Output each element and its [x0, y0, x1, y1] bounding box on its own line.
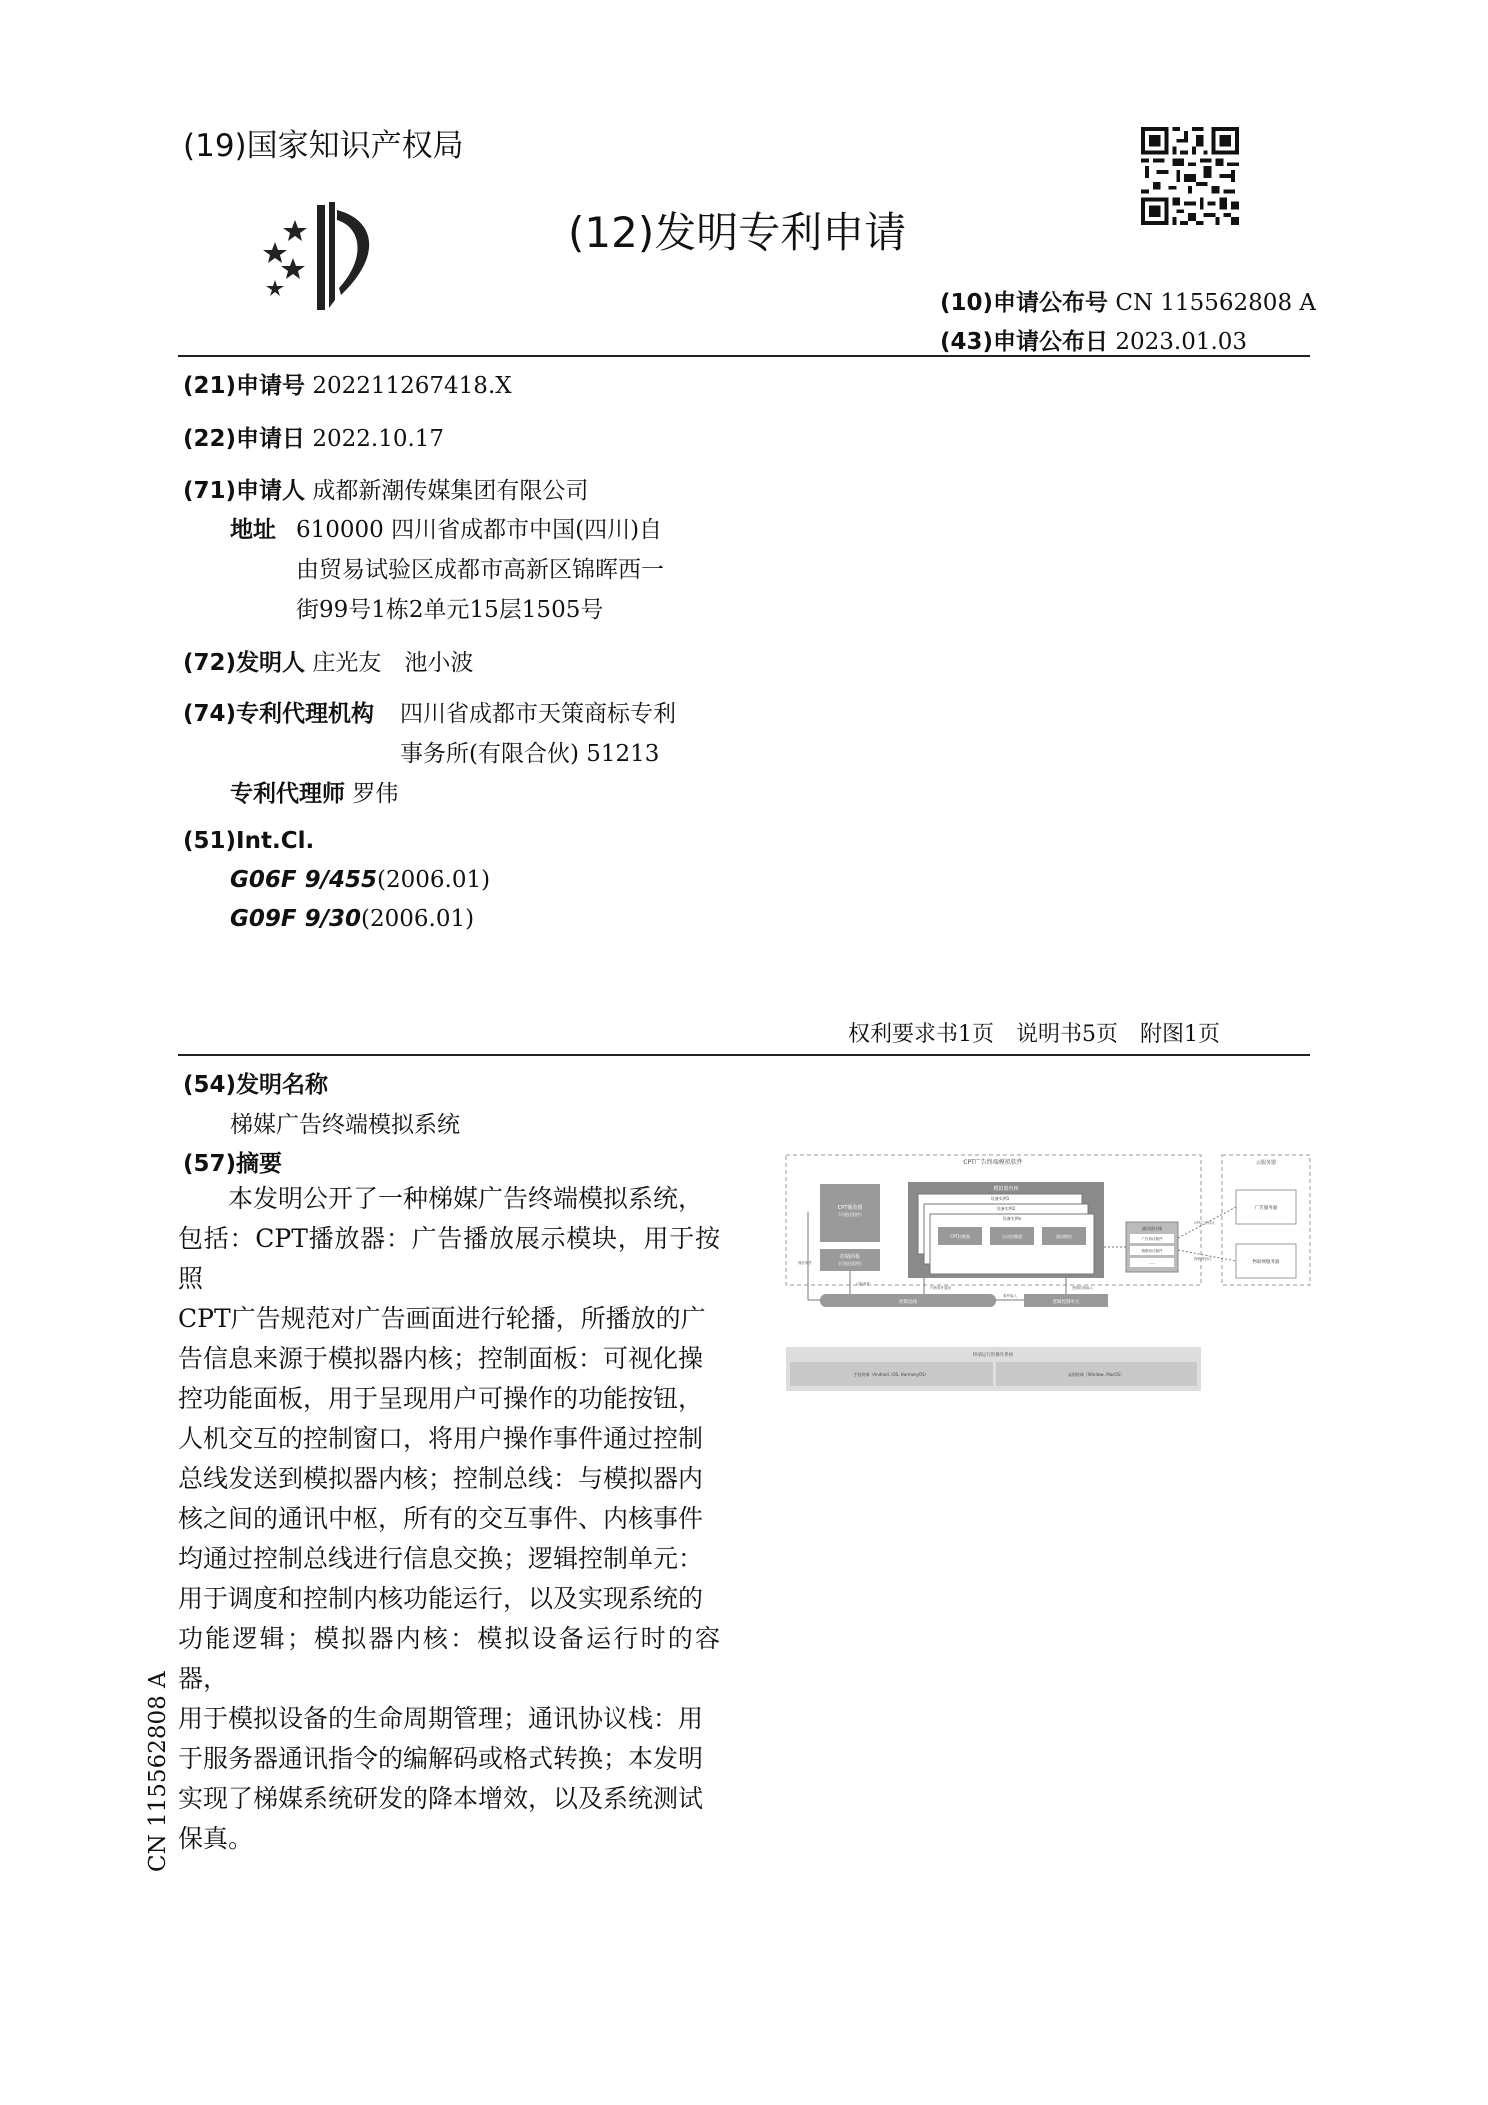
publication-number	[940, 284, 1316, 317]
agency-line-1: 四川省成都市天策商标专利	[400, 701, 676, 727]
address-line-1: 610000 四川省成都市中国(四川)自	[296, 517, 663, 543]
application-date-label: (22)申请日	[183, 426, 306, 452]
application-number-value: 202211267418.X	[312, 373, 512, 399]
address-line-2: 由贸易试验区成都市高新区锦晖西一	[296, 557, 664, 583]
agency-line-2: 事务所(有限合伙) 51213	[400, 741, 660, 767]
control-event-label: 操控事件	[798, 1261, 812, 1265]
abstract-line: 核之间的通讯中枢，所有的交互事件、内核事件	[178, 1504, 704, 1533]
agent-label: 专利代理师	[230, 781, 345, 807]
cnipa-logo	[245, 200, 395, 315]
abstract-line: 告信息来源于模拟器内核；控制面板：可视化操	[178, 1344, 704, 1373]
protocol-stack-label: 通讯协议栈	[1142, 1226, 1162, 1231]
abstract-line: 控功能面板，用于呈现用户可操作的功能按钮，	[178, 1384, 704, 1413]
page-counts: 权利要求书1页 说明书5页 附图1页	[848, 1022, 1220, 1047]
abstract-line: 总线发送到模拟器内核；控制总线：与模拟器内	[178, 1464, 704, 1493]
software-title: CPT广告终端模拟软件	[963, 1159, 1023, 1166]
kernel-event-label: 内核事件通知	[930, 1286, 951, 1290]
inventor-label: (72)发明人	[183, 650, 306, 676]
comm-module-label: 通讯模块	[1056, 1234, 1072, 1239]
auto-controller-label: 自动控制器	[1002, 1234, 1022, 1239]
publication-date-label: (43)申请公布日	[940, 329, 1109, 355]
cpt-controller-label: CPT控制器	[950, 1234, 970, 1239]
abstract-line: 本发明公开了一种梯媒广告终端模拟系统，	[228, 1184, 704, 1213]
address-line-3: 街99号1栋2单元15层1505号	[296, 597, 604, 623]
document-type: (12)发明专利申请	[568, 208, 907, 257]
ipc-version: (2006.01)	[361, 906, 475, 932]
divider-top	[178, 355, 1310, 357]
ad-protocol-label: CPT广告协议	[1194, 1221, 1215, 1225]
abstract-line: 用于调度和控制内核功能运行，以及实现系统的	[178, 1584, 704, 1613]
publication-number-value: CN 115562808 A	[1115, 290, 1316, 316]
qr-code	[1141, 127, 1239, 225]
application-number-label: (21)申请号	[183, 373, 306, 399]
cloud-title: 云服务器	[1255, 1160, 1277, 1166]
abstract-text	[178, 1179, 720, 1859]
invention-title: 梯媒广告终端模拟系统	[230, 1112, 460, 1138]
inventor-value: 庄光友 池小波	[312, 650, 474, 676]
abstract-line: 用于模拟设备的生命周期管理；通讯协议栈：用	[178, 1704, 704, 1733]
iot-protocol-label: 物联网协议	[1194, 1257, 1212, 1261]
event-input-label: 事件输入	[1003, 1294, 1017, 1298]
control-bus-label: 控制总线	[899, 1300, 917, 1305]
device-instance-2-label: 设备实例2	[996, 1206, 1016, 1211]
ipc-entry-2	[230, 906, 474, 932]
side-publication-number: CN 115562808 A	[145, 1671, 171, 1872]
publication-date-value: 2023.01.03	[1115, 329, 1248, 355]
ipc-code: G06F 9/455	[230, 867, 378, 893]
logic-input-label: 逻辑控制输入	[1072, 1286, 1093, 1290]
ipc-code: G09F 9/30	[230, 906, 362, 932]
iot-plugin-label: 物联协议插件	[1141, 1249, 1163, 1253]
publication-number-label: (10)申请公布号	[940, 290, 1109, 316]
abstract-line: 保真。	[178, 1824, 254, 1853]
office-name: (19)国家知识产权局	[183, 128, 464, 164]
publication-date	[940, 323, 1247, 356]
desktop-os-label: 桌面终端（Window, MacOS）	[1067, 1372, 1125, 1377]
applicant	[183, 472, 588, 505]
os-layer-title: 终端运行的操作系统	[972, 1353, 1014, 1358]
application-date	[183, 420, 444, 453]
device-instance-n-label: 设备实例n	[1002, 1216, 1022, 1221]
abstract-line: CPT广告规范对广告画面进行轮播，所播放的广	[178, 1304, 706, 1333]
ipc-entry-1	[230, 867, 490, 893]
agent	[230, 775, 398, 808]
applicant-value: 成都新潮传媒集团有限公司	[312, 478, 589, 504]
more-plugin-label: ……	[1148, 1261, 1156, 1265]
divider-middle	[178, 1054, 1310, 1056]
kernel-label: 模拟器内核	[993, 1186, 1019, 1192]
ad-plugin-label: 广告协议插件	[1141, 1237, 1163, 1241]
applicant-label: (71)申请人	[183, 478, 306, 504]
cpt-player-sub: (可视化组件)	[838, 1212, 862, 1217]
abstract-figure	[784, 1152, 1314, 1394]
address-label: 地址	[230, 517, 276, 543]
application-number	[183, 367, 512, 400]
title-label: (54)发明名称	[183, 1072, 329, 1098]
ad-server-label: 广告服务器	[1254, 1206, 1278, 1211]
logic-unit-label: 逻辑控制单元	[1052, 1300, 1080, 1305]
device-instance-1-label: 设备实例1	[990, 1196, 1010, 1201]
abstract-line: 均通过控制总线进行信息交换；逻辑控制单元：	[178, 1544, 704, 1573]
func-event-label: 功能事件	[856, 1282, 870, 1286]
int-cl-label: (51)Int.Cl.	[183, 828, 315, 854]
inventors	[183, 644, 473, 677]
abstract-line: 包括：CPT播放器：广告播放展示模块，用于按照	[178, 1224, 720, 1293]
agent-value: 罗伟	[352, 781, 399, 807]
abstract-line: 功能逻辑；模拟器内核：模拟设备运行时的容器，	[178, 1624, 720, 1693]
control-panel-box	[820, 1249, 880, 1271]
cpt-player-label: CPT播放器	[837, 1205, 863, 1211]
abstract-line: 于服务器通讯指令的编解码或格式转换；本发明	[178, 1744, 704, 1773]
iot-server-label: 物联网服务器	[1252, 1260, 1280, 1265]
abstract-label: (57)摘要	[183, 1151, 283, 1177]
ipc-version: (2006.01)	[377, 867, 491, 893]
mobile-os-label: 手机终端（Android, iOS, HarmonyOS）	[853, 1372, 929, 1377]
control-panel-sub: (可视化组件)	[838, 1261, 862, 1266]
abstract-line: 人机交互的控制窗口，将用户操作事件通过控制	[178, 1424, 704, 1453]
control-panel-label: 控制面板	[839, 1254, 861, 1260]
abstract-line: 实现了梯媒系统研发的降本增效，以及系统测试	[178, 1784, 704, 1813]
agency-label: (74)专利代理机构	[183, 701, 375, 727]
application-date-value: 2022.10.17	[312, 426, 445, 452]
